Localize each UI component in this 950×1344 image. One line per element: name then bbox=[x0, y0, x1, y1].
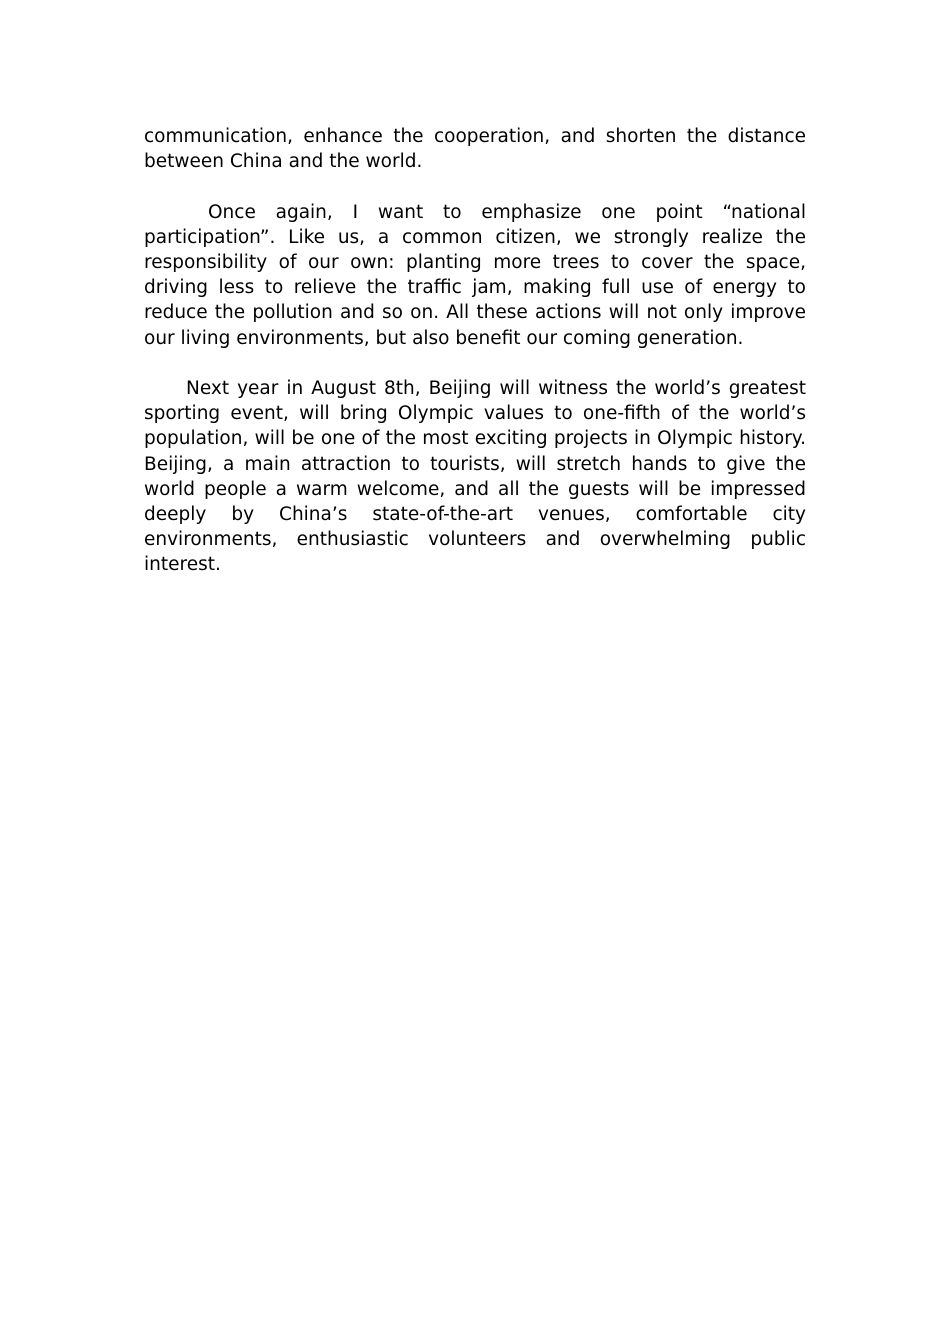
body-text bbox=[144, 124, 806, 603]
paragraph-beijing-olympics: Next year in August 8th, Beijing will witness the world’s greatest sporting event, will bring Olympic values to one-fifth of the world’s population, will be one of the most exciting projects in Olympic history. Beijing, a main attraction to tourists, will stretch hands to give the world people a warm welcome, and all the guests will be impressed deeply by China’s state-of-the-art venues, comfortable city environments, enthusiastic volunteers and overwhelming public interest. bbox=[144, 378, 806, 576]
paragraph-national-participation: Once again, I want to emphasize one point “national participation”. Like us, a common citizen, we strongly realize the responsibility of our own: planting more trees to cover the space, driving less to relieve the traffic jam, making full use of energy to reduce the pollution and so on. All these actions will not only improve our living environments, but also benefit our coming generation. bbox=[144, 201, 806, 349]
paragraph-communication: communication, enhance the cooperation, and shorten the distance between China and the world. bbox=[144, 126, 806, 173]
